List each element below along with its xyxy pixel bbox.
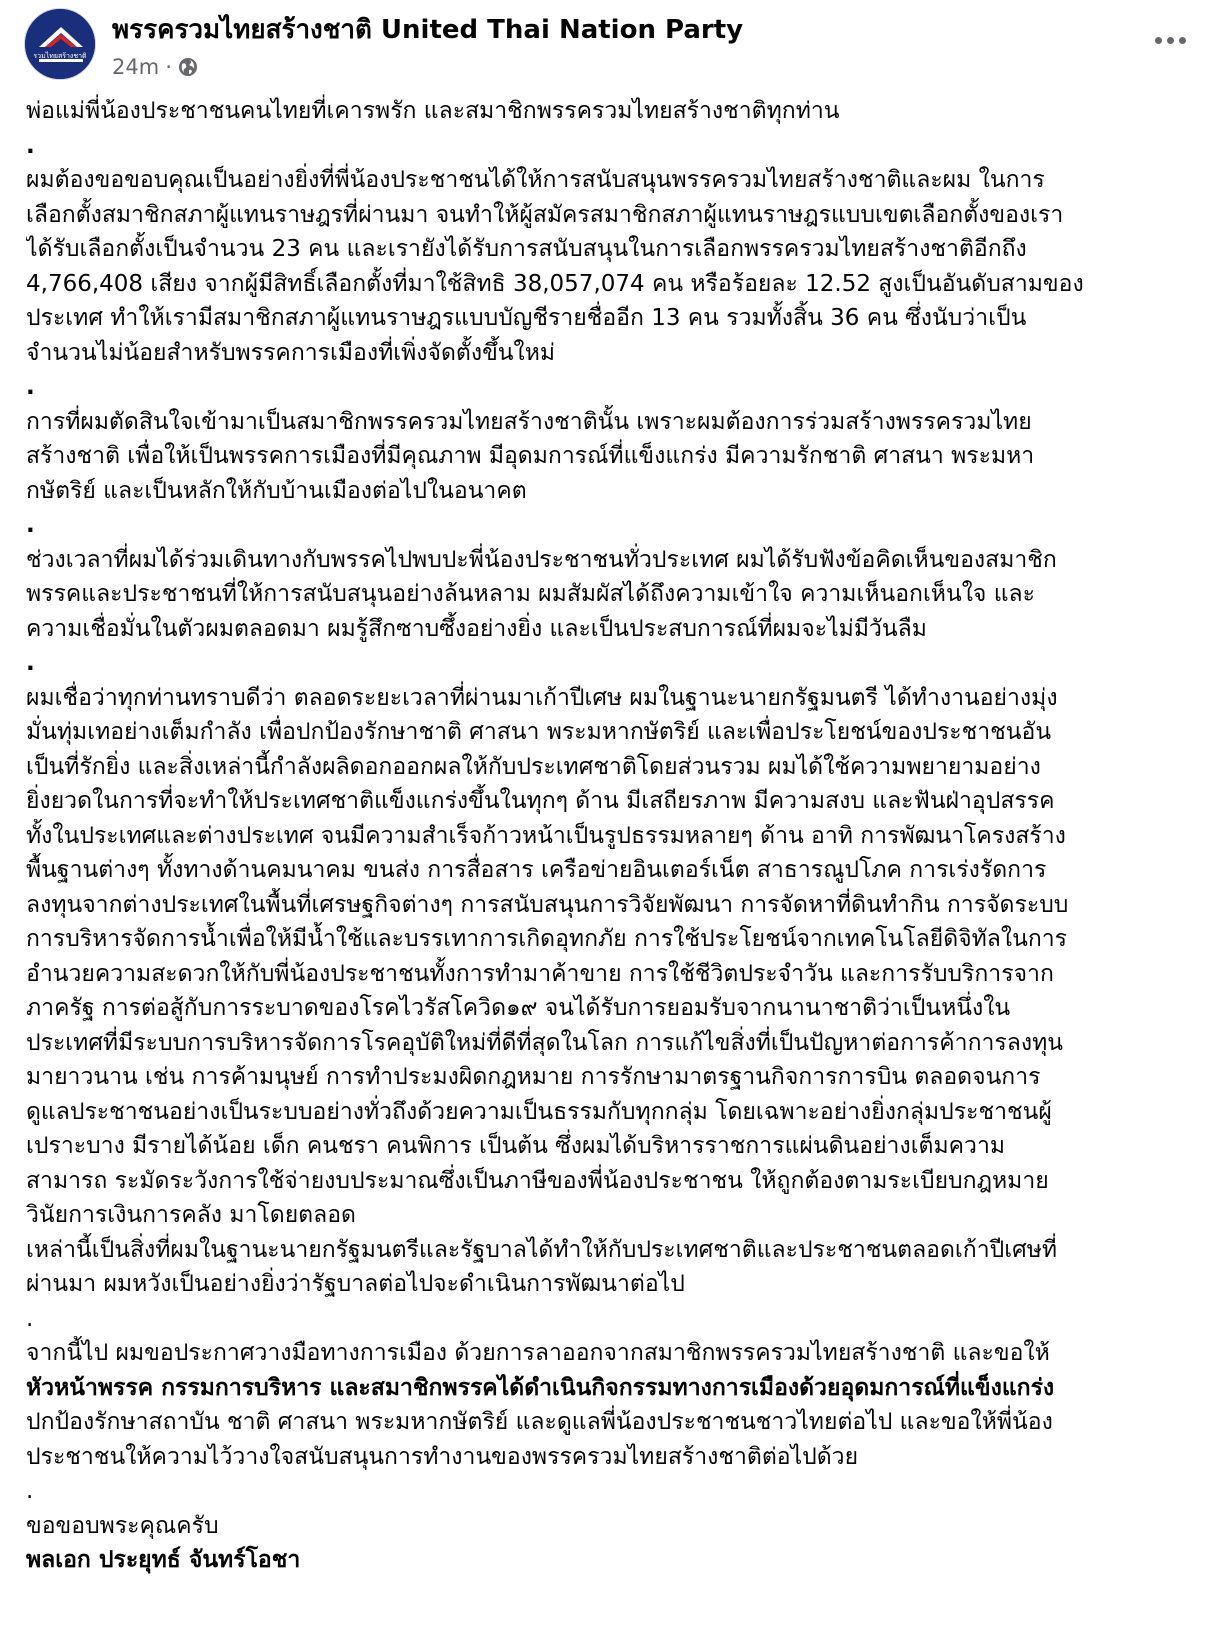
more-options-button[interactable] xyxy=(1146,22,1194,58)
post-line: สร้างชาติ เพื่อให้เป็นพรรคการเมืองที่มีคุณภาพ มีอุดมการณ์ที่แข็งแกร่ง มีความรักชาติ ศาสนา พระมหา xyxy=(26,443,1035,469)
meta-separator: · xyxy=(165,55,172,79)
post-line: จากนี้ไป ผมขอประกาศวางมือทางการเมือง ด้วยการลาออกจากสมาชิกพรรครวมไทยสร้างชาติ และขอให้ xyxy=(26,1340,1050,1366)
post-line: ความเชื่อมั่นในตัวผมตลอดมา ผมรู้สึกซาบซึ้งอย่างยิ่ง และเป็นประสบการณ์ที่ผมจะไม่มีวันลืม xyxy=(26,615,927,642)
post-line: เหล่านี้เป็นสิ่งที่ผมในฐานะนายกรัฐมนตรีและรัฐบาลได้ทำให้กับประเทศชาติและประชาชนตลอดเก้าปีเศษที่ xyxy=(26,1236,1058,1263)
post-line: ผ่านมา ผมหวังเป็นอย่างยิ่งว่ารัฐบาลต่อไปจะดำเนินการพัฒนาต่อไป xyxy=(26,1271,685,1297)
post-timestamp[interactable]: 24m xyxy=(112,55,160,79)
post-line: อำนวยความสะดวกให้กับพี่น้องประชาชนทั้งการทำมาค้าขาย การใช้ชีวิตประจำวัน และการรับบริการจาก xyxy=(26,960,1054,987)
post-line: พ่อแม่พี่น้องประชาชนคนไทยที่เคารพรัก และสมาชิกพรรครวมไทยสร้างชาติทุกท่าน xyxy=(26,98,840,124)
more-options-dot xyxy=(1179,37,1186,44)
more-options-icon xyxy=(1155,37,1162,44)
post-line: . xyxy=(26,1478,34,1504)
post-line: มั่นทุ่มเทอย่างเต็มกำลัง เพื่อปกป้องรักษาชาติ ศาสนา พระมหากษัตริย์ และเพื่อประโยชน์ของประชาชนอัน xyxy=(26,719,1052,745)
post-line: ขอขอบพระคุณครับ xyxy=(26,1512,219,1539)
post-line: การบริหารจัดการน้ำเพื่อให้มีน้ำใช้และบรรเทาการเกิดอุทกภัย การใช้ประโยชน์จากเทคโนโลยีดิจิทัลในการ xyxy=(26,926,1068,952)
post-line: พลเอก ประยุทธ์ จันทร์โอชา xyxy=(26,1547,301,1573)
post-line: ยิ่งยวดในการที่จะทำให้ประเทศชาติแข็งแกร่งขึ้นในทุกๆ ด้าน มีเสถียรภาพ มีความสงบ และฟันฝ่าอุปสรรค xyxy=(26,788,1055,814)
post-line: . xyxy=(26,132,35,159)
post-line: ปกป้องรักษาสถาบัน ชาติ ศาสนา พระมหากษัตริย์ และดูแลพี่น้องประชาชนชาวไทยต่อไป และขอให้พี่น้อง xyxy=(26,1409,1053,1435)
page-avatar[interactable] xyxy=(24,8,96,80)
post-line: ทั้งในประเทศและต่างประเทศ จนมีความสำเร็จก้าวหน้าเป็นรูปธรรมหลายๆ ด้าน อาทิ การพัฒนาโครงสร้าง xyxy=(26,822,1066,849)
post-line: ลงทุนจากต่างประเทศในพื้นที่เศรษฐกิจต่างๆ การสนับสนุนการวิจัยพัฒนา การจัดหาที่ดินทำกิน การจัดระบบ xyxy=(26,891,1069,918)
post-line: ประเทศที่มีระบบการบริหารจัดการโรคอุบัติใหม่ที่ดีที่สุดในโลก การแก้ไขสิ่งที่เป็นปัญหาต่อการค้าการลงทุน xyxy=(26,1029,1063,1056)
post-line: . xyxy=(26,650,35,676)
post-line: ผมต้องขอขอบคุณเป็นอย่างยิ่งที่พี่น้องประชาชนได้ให้การสนับสนุนพรรครวมไทยสร้างชาติและผม ในการ xyxy=(26,167,1045,193)
post-line: ดูแลประชาชนอย่างเป็นระบบอย่างทั่วถึงด้วยความเป็นธรรมกับทุกกลุ่ม โดยเฉพาะอย่างยิ่งกลุ่มประชาชนผู้ xyxy=(26,1098,1052,1125)
post-line: เลือกตั้งสมาชิกสภาผู้แทนราษฎรที่ผ่านมา จนทำให้ผู้สมัครสมาชิกสภาผู้แทนราษฎรแบบเขตเลือกตั้งของเรา xyxy=(26,201,1064,228)
post-line: ผมเชื่อว่าทุกท่านทราบดีว่า ตลอดระยะเวลาที่ผ่านมาเก้าปีเศษ ผมในฐานะนายกรัฐมนตรี ได้ทำงานอย่างมุ่ง xyxy=(26,684,1058,711)
avatar-caption: รวมไทยสร้างชาติ xyxy=(33,52,87,60)
party-logo-icon xyxy=(25,9,96,80)
page-name-link[interactable]: พรรครวมไทยสร้างชาติ United Thai Nation Party xyxy=(112,15,744,45)
post-message xyxy=(26,94,1202,1647)
post-line: . xyxy=(26,1305,34,1332)
post-line: เปราะบาง มีรายได้น้อย เด็ก คนชรา คนพิการ เป็นต้น ซึ่งผมได้บริหารราชการแผ่นดินอย่างเต็มความ xyxy=(26,1133,1006,1159)
post-header xyxy=(24,8,1194,88)
post-line: พื้นฐานต่างๆ ทั้งทางด้านคมนาคม ขนส่ง การสื่อสาร เครือข่ายอินเตอร์เน็ต สาธารณูปโภค การเร่งรัดการ xyxy=(26,857,1047,883)
post-line: กษัตริย์ และเป็นหลักให้กับบ้านเมืองต่อไปในอนาคต xyxy=(26,477,527,504)
post-line: . xyxy=(26,374,35,400)
post-line: 4,766,408 เสียง จากผู้มีสิทธิ์เลือกตั้งที่มาใช้สิทธิ 38,057,074 คน หรือร้อยละ 12.52 สูงเป็นอันดับสามของ xyxy=(26,270,1084,297)
post-line xyxy=(26,1578,1202,1613)
post-line: มายาวนาน เช่น การค้ามนุษย์ การทำประมงผิดกฎหมาย การรักษามาตรฐานกิจการการบิน ตลอดจนการ xyxy=(26,1064,1041,1090)
post-line: เป็นที่รักยิ่ง และสิ่งเหล่านี้กำลังผลิดอกออกผลให้กับประเทศชาติโดยส่วนรวม ผมได้ใช้ความพยายามอย่าง xyxy=(26,753,1041,780)
post-line: . xyxy=(26,512,35,538)
post-line: ได้รับเลือกตั้งเป็นจำนวน 23 คน และเรายังได้รับการสนับสนุนในการเลือกพรรครวมไทยสร้างชาติอีกถึง xyxy=(26,236,1027,262)
post-line: ภาครัฐ การต่อสู้กับการระบาดของโรคไวรัสโควิด๑๙ จนได้รับการยอมรับจากนานาชาติว่าเป็นหนึ่งใน xyxy=(26,995,1011,1021)
post-line: การที่ผมตัดสินใจเข้ามาเป็นสมาชิกพรรครวมไทยสร้างชาตินั้น เพราะผมต้องการร่วมสร้างพรรครวมไทย xyxy=(26,408,1032,435)
more-options-dot xyxy=(1167,37,1174,44)
post-line: หัวหน้าพรรค กรรมการบริหาร และสมาชิกพรรคได้ดำเนินกิจกรรมทางการเมืองด้วยอุดมการณ์ที่แข็งแกร่ง xyxy=(26,1374,1055,1401)
post-line: ประเทศ ทำให้เรามีสมาชิกสภาผู้แทนราษฎรแบบบัญชีรายชื่ออีก 13 คน รวมทั้งสิ้น 36 คน ซึ่งนับว่าเป็น xyxy=(26,305,1027,331)
post-line xyxy=(26,1612,1202,1647)
globe-icon[interactable] xyxy=(178,57,198,77)
post-line: วินัยการเงินการคลัง มาโดยตลอด xyxy=(26,1202,356,1228)
post-line: ช่วงเวลาที่ผมได้ร่วมเดินทางกับพรรคไปพบปะพี่น้องประชาชนทั่วประเทศ ผมได้รับฟังข้อคิดเห็นของสมาชิก xyxy=(26,546,1057,573)
post-meta xyxy=(112,54,198,80)
post-line: จำนวนไม่น้อยสำหรับพรรคการเมืองที่เพิ่งจัดตั้งขึ้นใหม่ xyxy=(26,339,556,366)
post-line: สามารถ ระมัดระวังการใช้จ่ายงบประมาณซึ่งเป็นภาษีของพี่น้องประชาชน ให้ถูกต้องตามระเบียบกฎหมาย xyxy=(26,1167,1049,1194)
post-line: พรรคและประชาชนที่ให้การสนับสนุนอย่างล้นหลาม ผมสัมผัสได้ถึงความเข้าใจ ความเห็นอกเห็นใจ และ xyxy=(26,581,1035,607)
post-line: ประชาชนให้ความไว้วางใจสนับสนุนการทำงานของพรรครวมไทยสร้างชาติต่อไปด้วย xyxy=(26,1443,859,1470)
